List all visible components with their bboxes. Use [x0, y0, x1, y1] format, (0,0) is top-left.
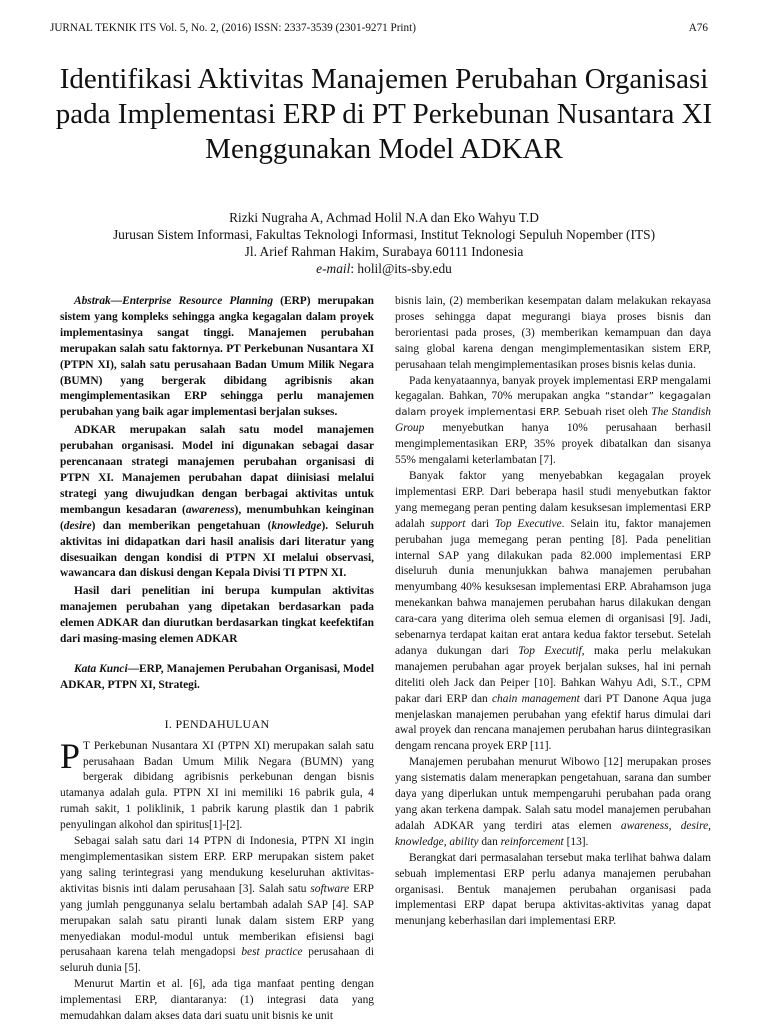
running-header	[50, 22, 708, 34]
page-number: A76	[688, 22, 708, 34]
right-paragraph-3: Manajemen perubahan menurut Wibowo [12] merupakan proses yang sistematis dalam menerapkan pengetahuan, sarana dan sumber daya yang diperlukan untuk mempengaruhi perubahan pada orang yang akan terkena dampak. Salah satu model manajemen perubahan adalah ADKAR yang terdiri atas elemen awareness, desire, knowledge, ability dan reinforcement [13].	[395, 756, 711, 848]
right-paragraph-1: Pada kenyataannya, banyak proyek implementasi ERP mengalami kegagalan. Bahkan, 70% merupakan angka “standar” kegagalan dalam proyek implementasi ERP. Sebuah riset oleh The Standish Group menyebutkan hanya 10% perusahaan berhasil mengimplementasikan ERP, 35% proyek dibatalkan dan sisanya 55% mengalami keterlambatan [7].	[395, 374, 711, 467]
keywords	[60, 662, 374, 694]
intro-paragraph-3: Menurut Martin et al. [6], ada tiga manfaat penting dengan implementasi ERP, diantaranya: (1) integrasi data yang memudahkan dalam akses data dari suatu unit bisnis ke unit	[60, 978, 374, 1023]
abstract-paragraph-2: ADKAR merupakan salah satu model manajemen perubahan organisasi. Model ini digunakan sebagai dasar perencanaan strategi manajemen perubahan organisasi di PTPN XI. Manajemen perubahan dapat diinisiasi melalui strategi yang diwujudkan dengan berbagai aktivitas untuk membangun kesadaran (awareness), menumbuhkan keinginan (desire) dan memberikan pengetahuan (knowledge). Seluruh aktivitas ini didapatkan dari hasil analisis dari literatur yang disesuaikan dengan kondisi di PTPN XI melalui observasi, wawancara dan diskusi dengan Kepala Divisi TI PTPN XI.	[60, 424, 374, 580]
intro-paragraph-1: P T Perkebunan Nusantara XI (PTPN XI) merupakan salah satu perusahaan Badan Umum Milik Negara (BUMN) yang bergerak dibidang agribisnis perkebunan dengan bisnis utamanya adalah gula. PTPN XI ini memiliki 16 pabrik gula, 4 rumah sakit, 1 poliklinik, 1 pabrik karung plastik dan 1 pabrik penyulingan alkohol dan spiritus[1]-[2].	[60, 735, 374, 832]
abstract-paragraph-1: Abstrak—Enterprise Resource Planning (ERP) merupakan sistem yang kompleks sehingga angka kegagalan dalam proyek implementasinya sangat tinggi. Manajemen perubahan merupakan salah satu faktornya. PT Perkebunan Nusantara XI (PTPN XI), salah satu perusahaan Badan Umum Milik Negara (BUMN) yang bergerak dibidang agribisnis akan mengimplementasikan ERP sehingga perlu manajemen perubahan yang baik agar implementasi berjalan sukses.	[60, 295, 374, 419]
keywords-lead: Kata Kunci	[74, 662, 128, 675]
paper-title: Identifikasi Aktivitas Manajemen Perubahan Organisasi pada Implementasi ERP di PT Perkebunan Nusantara XI Menggunakan Model ADKAR	[55, 63, 713, 165]
journal-citation: JURNAL TEKNIK ITS Vol. 5, No. 2, (2016) ISSN: 2337-3539 (2301-9271 Print)	[50, 22, 416, 34]
keywords-text: —ERP, Manajemen Perubahan Organisasi, Model ADKAR, PTPN XI, Strategi.	[60, 662, 374, 691]
left-column	[60, 294, 374, 1025]
author-affiliation: Jurusan Sistem Informasi, Fakultas Teknologi Informasi, Institut Teknologi Sepuluh Nopember (ITS)	[112, 227, 656, 242]
right-paragraph-2: Banyak faktor yang menyebabkan kegagalan proyek implementasi ERP. Dari beberapa hasil studi menyebutkan faktor yang memegang peran penting dalam kesuksesan implementasi ERP adalah support dari Top Executive. Selain itu, faktor manajemen perubahan juga memegang peran penting [8]. Pada penelitian internal SAP yang dilakukan pada 82.000 implementasi ERP diseluruh dunia menunjukkan bahwa manajemen perubahan menyumbang 40% kesuksesan implementasi ERP. Abrahamson juga menekankan bahwa manajemen perubahan harus dilakukan dengan cara-cara yang diterima oleh semua elemen di organisasi [9]. Jadi, sebenarnya terdapat kaitan erat antara kedua faktor tersebut. Setelah adanya dukungan dari Top Executif, maka perlu melakukan manajemen perubahan agar proyek berjalan sukses, hal ini pernah diteliti oleh Jack dan Peiper [10]. Bahkan Wahyu Adi, S.T., CPM pakar dari ERP dan chain management dari PT Danone Aqua juga menjelaskan manajemen perubahan yang efektif harus dimulai dari awal proyek dan rencana manajemen perubahan harus diintegrasikan dengam rencana proyek ERP [11].	[395, 469, 711, 753]
email-label: e-mail	[316, 261, 351, 276]
right-paragraph-4: Berangkat dari permasalahan tersebut maka terlihat bahwa dalam sebuah implementasi ERP perlu adanya manajemen perubahan organisasi. Bentuk manajemen perubahan organisasi pada implementasi ERP dapat berupa aktivitas-aktivitas yanag dapat menunjang keberhasilan dari implementasi ERP.	[395, 851, 711, 928]
intro-paragraph-2: Sebagai salah satu dari 14 PTPN di Indonesia, PTPN XI ingin mengimplementasikan sistem ERP. ERP merupakan sistem paket yang saling terintegrasi yang mendukung keseluruhan aktivitas-aktivitas bisnis inti dalam perusahaan [3]. Salah satu software ERP yang jumlah penggunanya selalu bertambah adalah SAP [4]. SAP merupakan salah satu piranti lunak dalam sistem ERP yang menyediakan modul-modul untuk memberikan efisiensi bagi perusahaan karena telah mengadopsi best practice perusahaan di seluruh dunia [5].	[60, 835, 374, 975]
author-email: : holil@its-sby.edu	[350, 261, 452, 276]
author-address: Jl. Arief Rahman Hakim, Surabaya 60111 Indonesia	[244, 244, 524, 259]
abstract-paragraph-3: Hasil dari penelitian ini berupa kumpulan aktivitas manajemen perubahan yang dipetakan berdasarkan pada elemen ADKAR dan diurutkan berdasarkan tingkat keefektifan dari masing-masing elemen ADKAR	[60, 585, 374, 646]
section-heading-pendahuluan: I. PENDAHULUAN	[164, 716, 270, 731]
drop-cap: P	[60, 735, 81, 776]
abstract	[60, 294, 374, 694]
abstract-lead: Abstrak—Enterprise Resource Planning	[74, 295, 274, 307]
author-email-line	[40, 260, 728, 277]
author-names: Rizki Nugraha A, Achmad Holil N.A dan Eko Wahyu T.D	[229, 210, 539, 225]
right-paragraph-0: bisnis lain, (2) memberikan kesempatan dalam melakukan rekayasa proses sehingga dapat megurangi biaya proses bisnis dan berorientasi pada proses, (3) memberikan kemampuan dan daya saing global karena dengan mengimplementasikan sistem ERP, perusahaan telah mengimplementasikan proses bisnis kelas dunia.	[395, 295, 711, 371]
right-column	[395, 294, 711, 930]
author-block	[40, 209, 728, 277]
